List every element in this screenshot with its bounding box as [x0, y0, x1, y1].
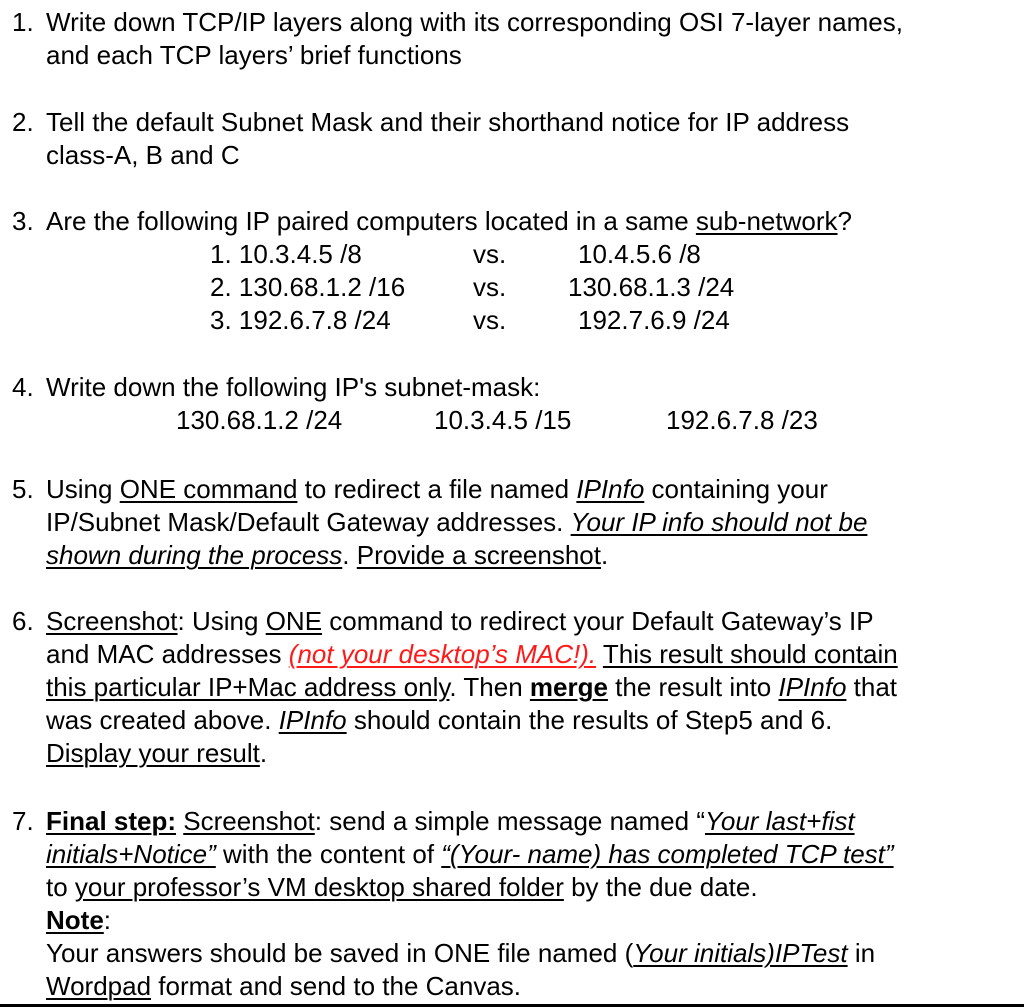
question-text-line: Write down the following IP's subnet-mask: — [46, 372, 541, 402]
question-text-line: Write down TCP/IP layers along with its corresponding OSI 7-layer names, — [46, 7, 903, 37]
question-text-line: Wordpad format and send to the Canvas. — [46, 971, 522, 1001]
question-text-line: shown during the process. Provide a screenshot. — [46, 540, 609, 570]
question-7 — [12, 805, 1012, 1003]
question-6 — [12, 605, 1012, 770]
question-number: 4. — [12, 372, 34, 402]
question-text-line: Screenshot: Using ONE command to redirect your Default Gateway’s IP — [46, 606, 874, 636]
pair-right: 192.7.6.9 /24 — [578, 305, 730, 335]
question-2 — [12, 106, 1012, 172]
question-text-line: this particular IP+Mac address only. Then merge the result into IPInfo that — [46, 672, 898, 702]
question-text-line: Using ONE command to redirect a file named IPInfo containing your — [46, 474, 828, 504]
question-number: 5. — [12, 474, 34, 504]
question-1 — [12, 6, 1012, 72]
question-text-line: Your answers should be saved in ONE file named (Your initials)IPTest in — [46, 938, 876, 968]
pair-label: 3. 192.6.7.8 /24 — [210, 305, 391, 335]
question-text-line: was created above. IPInfo should contain the results of Step5 and 6. — [46, 705, 833, 735]
question-text-line: and each TCP layers’ brief functions — [46, 40, 462, 70]
question-text-line: Final step: Screenshot: send a simple message named “Your last+fist — [46, 806, 855, 836]
ip-address: 130.68.1.2 /24 — [176, 405, 343, 435]
ip-address: 10.3.4.5 /15 — [434, 405, 572, 435]
question-number: 6. — [12, 606, 34, 636]
pair-vs: vs. — [473, 272, 507, 302]
ip-address: 192.6.7.8 /23 — [666, 405, 818, 435]
warning-note: (not your desktop’s MAC!). — [288, 639, 597, 669]
question-text-line: Tell the default Subnet Mask and their shorthand notice for IP address — [46, 107, 850, 137]
question-text-line: Are the following IP paired computers located in a same sub-network? — [46, 206, 852, 236]
question-text-line: Display your result. — [46, 738, 268, 768]
question-text-line: Note: — [46, 905, 112, 935]
question-number: 2. — [12, 107, 34, 137]
question-number: 3. — [12, 206, 34, 236]
pair-right: 130.68.1.3 /24 — [568, 272, 735, 302]
question-text-line: and MAC addresses (not your desktop’s MAC!). This result should contain — [46, 639, 898, 669]
question-text-line: class-A, B and C — [46, 140, 240, 170]
question-4 — [12, 371, 1012, 404]
question-number: 7. — [12, 806, 34, 836]
sub-network-term: sub-network — [695, 206, 838, 236]
question-3 — [12, 205, 1012, 238]
question-number: 1. — [12, 7, 34, 37]
pair-right: 10.4.5.6 /8 — [578, 239, 701, 269]
question-5 — [12, 473, 1012, 572]
question-text-line: IP/Subnet Mask/Default Gateway addresses. Your IP info should not be — [46, 507, 868, 537]
question-text-line: initials+Notice” with the content of “(Your- name) has completed TCP test” — [46, 839, 894, 869]
bottom-divider — [0, 1004, 1024, 1007]
pair-label: 2. 130.68.1.2 /16 — [210, 272, 406, 302]
pair-label: 1. 10.3.4.5 /8 — [210, 239, 362, 269]
question-text-line: to your professor’s VM desktop shared folder by the due date. — [46, 872, 758, 902]
pair-vs: vs. — [473, 305, 507, 335]
pair-vs: vs. — [473, 239, 507, 269]
